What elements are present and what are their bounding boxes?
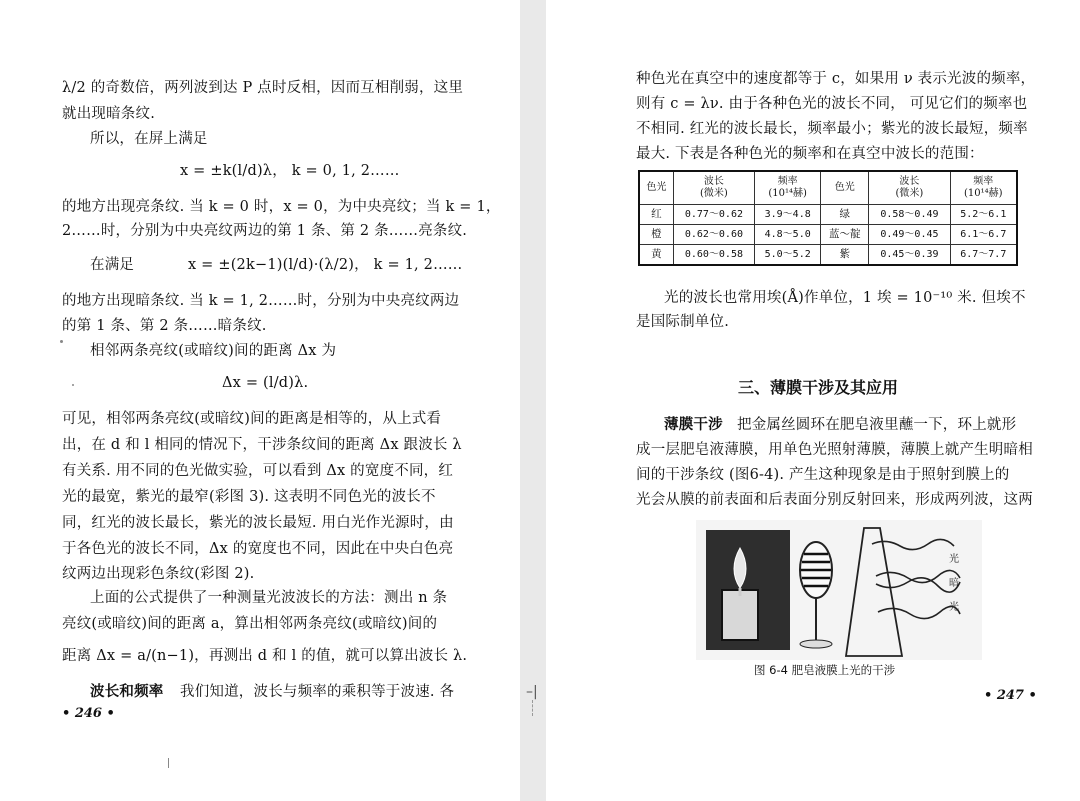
page-246 [0,0,520,801]
table-cell: 黄 [639,245,673,266]
text-line: 可见，相邻两条亮纹(或暗纹)间的距离是相等的，从上式看 [62,411,442,427]
text-line: 最大. 下表是各种色光的频率和在真空中波长的范围： [636,146,984,162]
table-cell: 6.7～7.7 [950,245,1017,266]
text-line: 相邻两条亮纹(或暗纹)间的距离 Δx 为 [90,343,337,359]
text-line: 把金属丝圆环在肥皂液里蘸一下，环上就形 [737,417,1017,433]
text-line: 间的干涉条纹 (图6-4). 产生这种现象是由于照射到膜上的 [636,467,1010,483]
text-line: 不相同. 红光的波长最长，频率最小；紫光的波长最短，频率 [636,121,1028,137]
table-cell: 3.9～4.8 [755,205,821,225]
scan-speck [72,384,74,386]
table-cell: 0.77～0.62 [673,205,754,225]
text-line: 光会从膜的前表面和后表面分别反射回来，形成两列波，这两 [636,492,1033,508]
table-row [639,245,1017,266]
text-line: 同，红光的波长最长，紫光的波长最短. 用白光作光源时，由 [62,515,454,531]
table-cell: 0.49～0.45 [869,225,950,245]
section-heading: 三、薄膜干涉及其应用 [738,378,899,397]
page-number: • 246 • [62,706,115,721]
header-color: 色光 [639,171,673,205]
header-frequency: 频率 (10¹⁴赫) [950,171,1017,205]
text-line: 2……时，分别为中央亮纹两边的第 1 条、第 2 条……亮条纹. [62,223,468,239]
text-line: 光的波长也常用埃(Å)作单位，1 埃 = 10⁻¹⁰ 米. 但埃不 [664,290,1026,306]
header-frequency: 频率 (10¹⁴赫) [755,171,821,205]
table-row [639,225,1017,245]
text-line: 成一层肥皂液薄膜，用单色光照射薄膜，薄膜上就产生明暗相 [636,442,1033,458]
text-line: 种色光在真空中的速度都等于 c，如果用 ν 表示光波的频率， [636,71,1036,87]
table-header-row [639,171,1017,205]
text-line: 亮纹(或暗纹)间的距离 a，算出相邻两条亮纹(或暗纹)间的 [62,616,438,632]
table-cell: 6.1～6.7 [950,225,1017,245]
text-line: 的第 1 条、第 2 条……暗条纹. [62,318,267,334]
text-line: 的地方出现亮条纹. 当 k = 0 时，x = 0，为中央亮纹；当 k = 1， [62,199,501,215]
table-cell: 5.0～5.2 [755,245,821,266]
header-color: 色光 [821,171,869,205]
text-line: 纹两边出现彩色条纹(彩图 2). [62,566,255,582]
table-row [639,205,1017,225]
table-cell: 蓝～靛 [821,225,869,245]
table-cell: 绿 [821,205,869,225]
text-line: 我们知道，波长与频率的乘积等于波速. 各 [180,684,455,700]
scan-speck [168,758,169,768]
text-line: 上面的公式提供了一种测量光波波长的方法：测出 n 条 [90,590,448,606]
table-cell: 0.60～0.58 [673,245,754,266]
soap-film-interference-figure [696,520,982,660]
text-line: λ/2 的奇数倍，两列波到达 P 点时反相，因而互相削弱，这里 [62,80,464,96]
page-number: • 247 • [984,688,1037,703]
equation-bright-fringe: x = ±k(l/d)λ， k = 0, 1, 2…… [180,163,400,179]
text-line: 于各色光的波长不同，Δx 的宽度也不同，因此在中央白色亮 [62,541,454,557]
figure-caption: 图 6-4 肥皂液膜上光的干涉 [754,663,896,677]
gutter-mark: –| [526,684,538,700]
paragraph-label: 薄膜干涉 [664,416,723,433]
header-wavelength: 波长 (微米) [673,171,754,205]
table-cell: 0.45～0.39 [869,245,950,266]
text-line: 有关系. 用不同的色光做实验，可以看到 Δx 的宽度不同，红 [62,463,454,479]
table-cell: 红 [639,205,673,225]
text-line: 是国际制单位. [636,314,730,330]
text-line: 就出现暗条纹. [62,106,156,122]
text-line: 距离 Δx = a/(n−1)，再测出 d 和 l 的值，就可以算出波长 λ. [62,648,468,664]
text-line: 光的最宽，紫光的最窄(彩图 3). 这表明不同色光的波长不 [62,489,436,505]
text-line: 在满足 [90,257,135,273]
scan-speck [60,340,63,343]
equation-dark-fringe: x = ±(2k−1)(l/d)·(λ/2)， k = 1, 2…… [188,257,463,273]
wavelength-frequency-table [638,170,1018,266]
table-cell: 4.8～5.0 [755,225,821,245]
text-line: 出，在 d 和 l 相同的情况下，干涉条纹间的距离 Δx 跟波长 λ [62,437,462,453]
table-cell: 5.2～6.1 [950,205,1017,225]
paragraph-label: 波长和频率 [90,683,164,700]
table-cell: 橙 [639,225,673,245]
table-cell: 紫 [821,245,869,266]
text-line: 所以，在屏上满足 [90,131,208,147]
text-line: 的地方出现暗条纹. 当 k = 1, 2……时，分别为中央亮纹两边 [62,293,460,309]
equation-fringe-spacing: Δx = (l/d)λ. [222,375,309,391]
gutter-line [532,700,534,716]
table-cell: 0.58～0.49 [869,205,950,225]
page-gutter [520,0,546,801]
text-line: 则有 c = λν. 由于各种色光的波长不同， 可见它们的频率也 [636,96,1028,112]
figure-side-label: 光 暗 光 [949,554,959,613]
table-cell: 0.62～0.60 [673,225,754,245]
header-wavelength: 波长 (微米) [869,171,950,205]
